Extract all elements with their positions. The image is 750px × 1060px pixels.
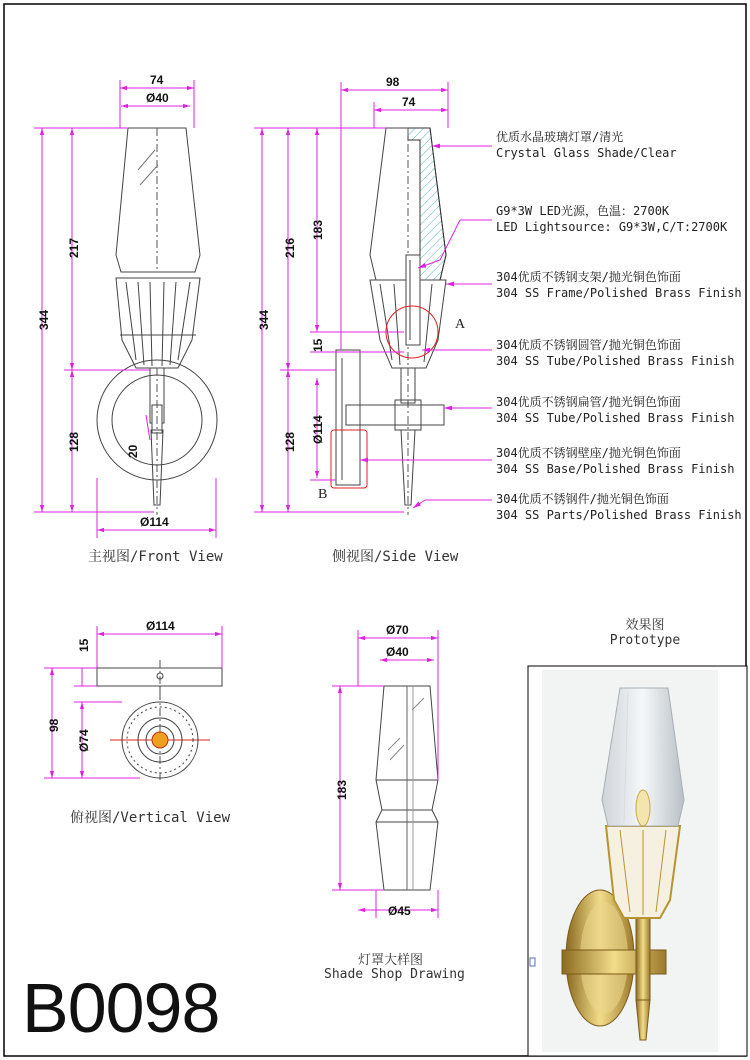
annotation-en: Crystal Glass Shade/Clear [496,146,677,160]
vertical-view [97,660,222,780]
side-view-title: 侧视图/Side View [332,549,459,565]
annotation-en: 304 SS Parts/Polished Brass Finish [496,508,742,522]
marker-b: B [318,487,328,502]
dim-side-h3: 128 [283,431,297,452]
annotation-cn: 304优质不锈钢件/抛光铜色饰面 [496,492,669,506]
annotation-en: 304 SS Tube/Polished Brass Finish [496,354,735,368]
front-view [97,128,217,515]
prototype-photo [528,666,747,1056]
shade-title-en: Shade Shop Drawing [324,967,465,982]
vertical-view-title: 俯视图/Vertical View [70,810,231,826]
dim-vert-w: Ø114 [146,619,175,633]
front-view-title: 主视图/Front View [88,549,223,565]
annotation-cn: 304优质不锈钢壁座/抛光铜色饰面 [496,446,681,460]
dim-side-h2: 216 [283,237,297,258]
dim-vert-h2: 98 [47,718,61,732]
dim-vert-h1: 15 [77,638,91,652]
dim-front-h3: 128 [67,431,81,452]
dim-side-base-d: Ø114 [311,415,325,444]
side-view [331,128,446,515]
shade-title-cn: 灯罩大样图 [358,953,424,968]
dim-vert-d: Ø74 [77,729,91,752]
model-number: B0098 [22,969,220,1047]
prototype-title-cn: 效果图 [625,618,665,633]
dim-shade-top: Ø70 [386,623,409,637]
shade-dimensions [332,630,438,918]
dim-shade-bottom: Ø45 [388,904,411,918]
dim-front-h2: 217 [67,237,81,258]
dim-shade-mid: Ø40 [386,645,409,659]
annotation-en: 304 SS Frame/Polished Brass Finish [496,286,742,300]
dim-front-base-d: Ø114 [140,515,169,529]
front-dim-labels [37,73,169,529]
dim-side-top-w: 98 [386,75,400,89]
dim-front-small: 20 [126,444,140,458]
annotation-cn: 304优质不锈钢支架/抛光铜色饰面 [496,270,681,284]
dim-side-top-w2: 74 [402,95,416,109]
annotation-en: LED Lightsource: G9*3W,C/T:2700K [496,220,728,234]
dim-front-h1: 344 [37,309,51,330]
annotation-cn: 304优质不锈钢扁管/抛光铜色饰面 [496,395,681,409]
dim-shade-h: 183 [335,779,349,800]
dim-side-h1: 344 [257,309,271,330]
shade-drawing [376,686,438,890]
dim-side-h5: 15 [311,338,325,352]
marker-a: A [455,317,466,332]
dim-side-h4: 183 [311,219,325,240]
dim-front-top-w: 74 [150,73,164,87]
annotation-en: 304 SS Base/Polished Brass Finish [496,462,735,476]
annotation-cn: 304优质不锈钢圆管/抛光铜色饰面 [496,338,681,352]
annotation-cn: G9*3W LED光源，色温：2700K [496,204,670,218]
prototype-title-en: Prototype [609,633,681,648]
shade-dim-labels [335,623,411,918]
dim-front-top-d: Ø40 [146,91,169,105]
annotation-cn: 优质水晶玻璃灯罩/清光 [496,130,624,144]
annotation-en: 304 SS Tube/Polished Brass Finish [496,411,735,425]
